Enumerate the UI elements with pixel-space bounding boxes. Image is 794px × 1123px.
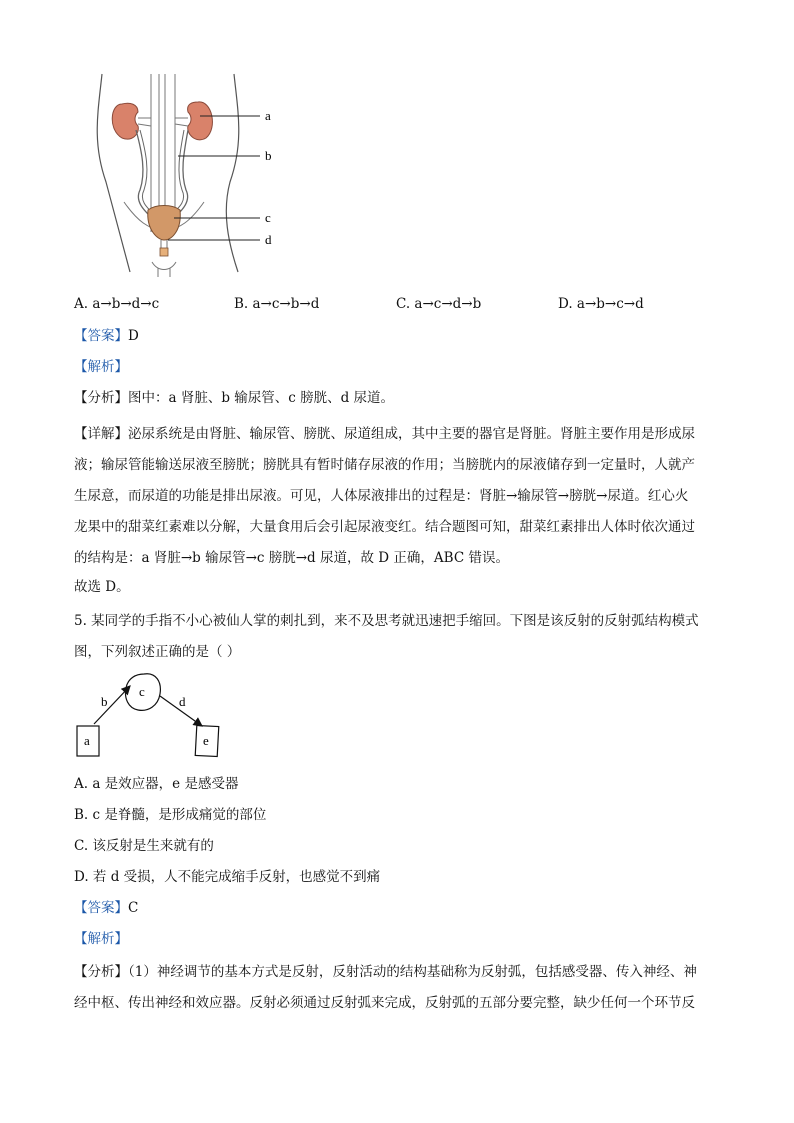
fenxi-text: 图中：a 肾脏、b 输尿管、c 膀胱、d 尿道。 (128, 390, 395, 406)
fenxi-line: 经中枢、传出神经和效应器。反射必须通过反射弧来完成，反射弧的五部分要完整，缺少任何一个环节反 (74, 995, 695, 1011)
label-d: d (265, 232, 272, 247)
xiangjie-line: 泌尿系统是由肾脏、输尿管、膀胱、尿道组成，其中主要的器官是肾脏。肾脏主要作用是形成尿 (128, 426, 695, 442)
xiangjie-line: 液；输尿管能输送尿液至膀胱；膀胱具有暂时储存尿液的作用；当膀胱内的尿液储存到一定量时，人就产 (74, 457, 695, 473)
q4-option-b: B. a→c→b→d (234, 296, 320, 312)
reflex-arc-figure (74, 672, 224, 764)
q5-option-c: C. 该反射是生来就有的 (74, 838, 214, 854)
fenxi-tag: 【分析】 (74, 390, 128, 406)
q4-option-a: A. a→b→d→c (74, 296, 160, 312)
xiangjie-line: 生尿意，而尿道的功能是排出尿液。可见，人体尿液排出的过程是：肾脏→输尿管→膀胱→尿道。红心火 (74, 488, 689, 504)
q5-option-a: A. a 是效应器，e 是感受器 (74, 776, 239, 792)
label-b: b (265, 148, 272, 163)
xiangjie-line: 龙果中的甜菜红素难以分解，大量食用后会引起尿液变红。结合题图可知，甜菜红素排出人体时依次通过 (74, 519, 695, 535)
answer-value: C (128, 900, 139, 916)
urinary-system-figure (88, 72, 288, 277)
answer-tag: 【答案】 (74, 900, 128, 916)
node-c-label: c (139, 684, 145, 699)
right-kidney-shape (188, 102, 213, 140)
answer-value: D (128, 328, 139, 344)
q5-analysis-tag: 【解析】 (74, 931, 128, 947)
fenxi-tag: 【分析】 (74, 964, 128, 980)
ureter-shape (136, 130, 152, 218)
q5-stem (74, 606, 726, 668)
q5-option-b: B. c 是脊髓，是形成痛觉的部位 (74, 807, 267, 823)
q4-option-c: C. a→c→d→b (396, 296, 482, 312)
xiangjie-line: 的结构是：a 肾脏→b 输尿管→c 膀胱→d 尿道，故 D 正确，ABC 错误。 (74, 550, 509, 566)
q4-analysis-tag: 【解析】 (74, 359, 128, 375)
q5-fenxi (74, 957, 726, 1019)
xiangjie-tag: 【详解】 (74, 426, 128, 442)
label-a: a (265, 108, 271, 123)
label-d: d (179, 694, 186, 709)
answer-tag: 【答案】 (74, 328, 128, 344)
fenxi-line: （1）神经调节的基本方式是反射，反射活动的结构基础称为反射弧，包括感受器、传入神经、神 (128, 964, 697, 980)
left-kidney-shape (112, 103, 138, 139)
arrow-b (94, 686, 130, 724)
q4-answer (74, 326, 139, 346)
label-c: c (265, 210, 271, 225)
q5-stem-line: 图，下列叙述正确的是（ ） (74, 644, 241, 660)
q4-conclusion: 故选 D。 (74, 579, 130, 595)
node-e-label: e (203, 733, 209, 748)
q5-option-d: D. 若 d 受损，人不能完成缩手反射，也感觉不到痛 (74, 869, 381, 885)
q5-stem-line: 5. 某同学的手指不小心被仙人掌的刺扎到，来不及思考就迅速把手缩回。下图是该反射的反射弧结构模式 (74, 613, 699, 629)
q4-fenxi (74, 388, 394, 408)
node-a-label: a (84, 733, 90, 748)
q5-answer (74, 898, 138, 918)
q4-option-d: D. a→b→c→d (558, 296, 644, 312)
bladder-shape (148, 206, 180, 241)
q4-xiangjie (74, 419, 726, 574)
label-b: b (101, 694, 108, 709)
